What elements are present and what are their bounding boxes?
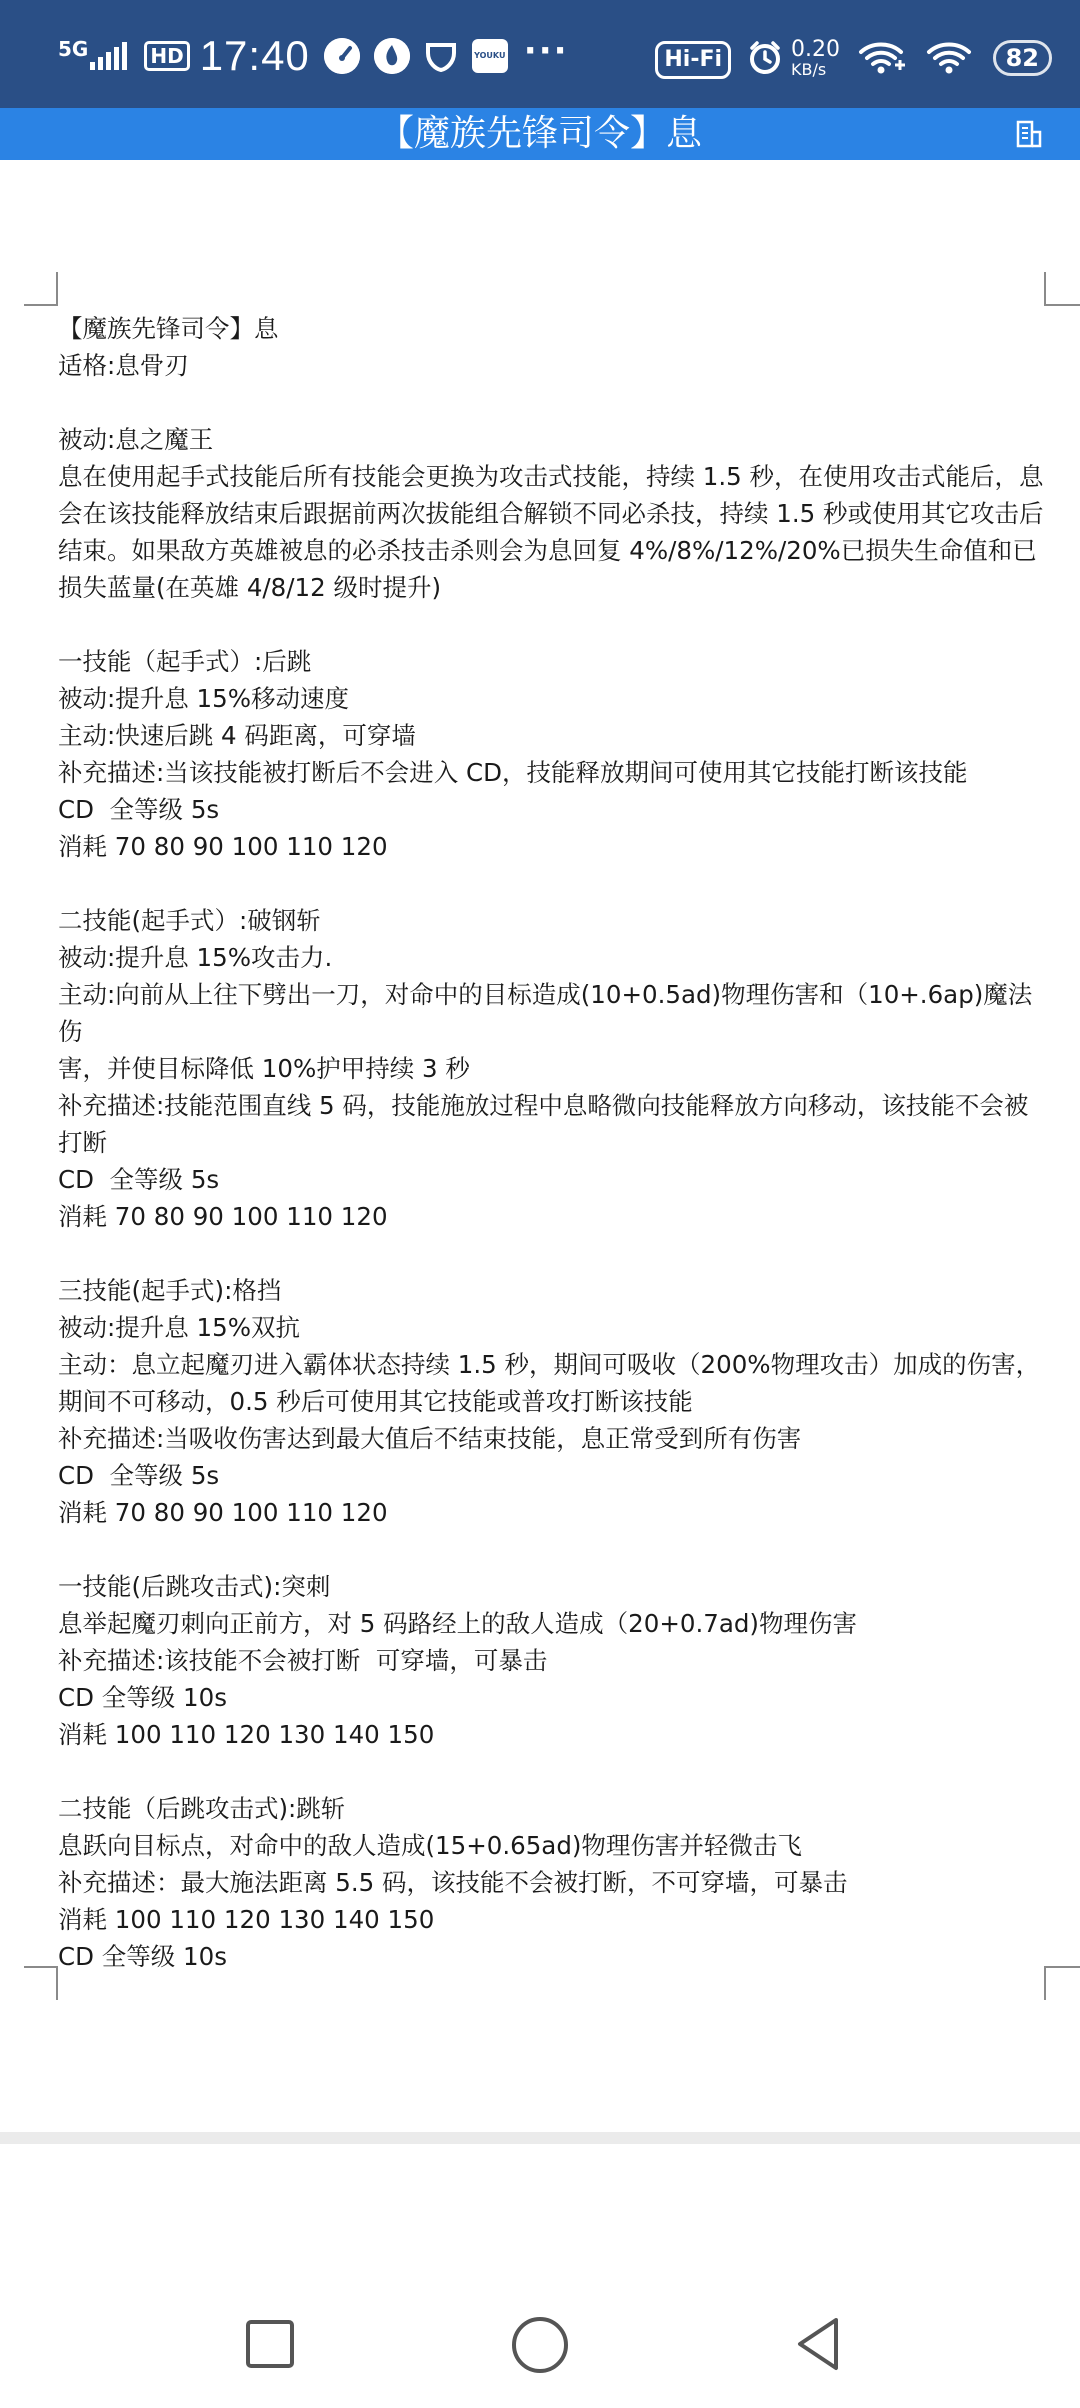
network-speed-unit: KB/s xyxy=(791,60,827,79)
clock: 17:40 xyxy=(199,32,310,79)
status-bar-left xyxy=(58,28,569,84)
shield-app-icon xyxy=(424,39,458,73)
speedometer-app-icon xyxy=(324,38,360,74)
document-page[interactable] xyxy=(0,160,1080,2132)
page-corner-mark-top-right xyxy=(1044,272,1080,306)
document-line: CD 全等级 10s xyxy=(58,1683,227,1712)
document-line: 补充描述:该技能不会被打断 可穿墙，可暴击 xyxy=(58,1646,548,1675)
document-line: CD 全等级 5s xyxy=(58,795,220,824)
document-line: 一技能（起手式）:后跳 xyxy=(58,647,312,676)
document-line: 害，并使目标降低 10%护甲持续 3 秒 xyxy=(58,1054,470,1083)
document-line: 主动:向前从上往下劈出一刀，对命中的目标造成(10+0.5ad)物理伤害和（10+.6ap)魔法伤 xyxy=(58,980,1033,1046)
document-line: 适格:息骨刃 xyxy=(58,351,189,380)
status-bar-right xyxy=(655,36,1039,84)
blank-line xyxy=(58,1235,1048,1272)
home-button[interactable] xyxy=(509,2314,571,2376)
status-bar xyxy=(0,0,1080,108)
document-line: 息跃向目标点，对命中的敌人造成(15+0.65ad)物理伤害并轻微击飞 xyxy=(58,1831,802,1860)
document-line: 一技能(后跳攻击式):突刺 xyxy=(58,1572,331,1601)
blank-line xyxy=(58,865,1048,902)
wifi-icon xyxy=(926,40,972,80)
page-corner-mark-bottom-left xyxy=(24,1966,58,2000)
back-button[interactable] xyxy=(790,2314,850,2374)
network-speed xyxy=(791,37,840,80)
document-line: 二技能(起手式）:破钢斩 xyxy=(58,906,321,935)
document-line: 消耗 70 80 90 100 110 120 xyxy=(58,1498,388,1527)
youku-app-icon: YOUKU xyxy=(472,39,508,73)
document-line: 打断 xyxy=(58,1128,107,1157)
document-line: 期间不可移动，0.5 秒后可使用其它技能或普攻打断该技能 xyxy=(58,1387,693,1416)
document-line: 被动:提升息 15%移动速度 xyxy=(58,684,349,713)
document-line: 息在使用起手式技能后所有技能会更换为攻击式技能，持续 1.5 秒，在使用攻击式能后，息 xyxy=(58,462,1044,491)
document-line: 【魔族先锋司令】息 xyxy=(58,314,279,343)
blank-line xyxy=(58,1753,1048,1790)
document-line: 补充描述:技能范围直线 5 码，技能施放过程中息略微向技能释放方向移动，该技能不会被 xyxy=(58,1091,1029,1120)
blank-line xyxy=(58,384,1048,421)
document-title: 【魔族先锋司令】息 xyxy=(377,113,702,154)
document-line: 损失蓝量(在英雄 4/8/12 级时提升) xyxy=(58,573,442,602)
network-type-label: 5G xyxy=(58,37,89,61)
hd-voice-icon: HD xyxy=(144,41,189,71)
flame-app-icon xyxy=(374,38,410,74)
document-line: 三技能(起手式):格挡 xyxy=(58,1276,282,1305)
title-bar xyxy=(0,108,1080,160)
document-line: CD 全等级 5s xyxy=(58,1461,220,1490)
battery-indicator: 82 xyxy=(993,40,1052,76)
document-line: 补充描述:当吸收伤害达到最大值后不结束技能，息正常受到所有伤害 xyxy=(58,1424,802,1453)
document-line: 补充描述：最大施法距离 5.5 码，该技能不会被打断，不可穿墙，可暴击 xyxy=(58,1868,848,1897)
document-line: 息举起魔刃刺向正前方，对 5 码路经上的敌人造成（20+0.7ad)物理伤害 xyxy=(58,1609,857,1638)
document-line: 被动:提升息 15%双抗 xyxy=(58,1313,300,1342)
reflow-layout-icon[interactable] xyxy=(1016,120,1042,148)
signal-icon xyxy=(90,42,130,70)
document-line: 被动:息之魔王 xyxy=(58,425,214,454)
document-line: 消耗 70 80 90 100 110 120 xyxy=(58,832,388,861)
document-line: 消耗 70 80 90 100 110 120 xyxy=(58,1202,388,1231)
document-line: CD 全等级 10s xyxy=(58,1942,227,1971)
document-body xyxy=(58,310,1048,1975)
more-notifications-icon: ··· xyxy=(523,31,569,71)
navigation-bar xyxy=(0,2144,1080,2408)
document-line: 补充描述:当该技能被打断后不会进入 CD，技能释放期间可使用其它技能打断该技能 xyxy=(58,758,968,787)
page-corner-mark-top-left xyxy=(24,272,58,306)
divider xyxy=(0,2132,1080,2144)
document-line: 主动:快速后跳 4 码距离，可穿墙 xyxy=(58,721,416,750)
document-line: CD 全等级 5s xyxy=(58,1165,220,1194)
alarm-icon xyxy=(747,40,783,80)
recent-apps-button[interactable] xyxy=(240,2314,300,2374)
blank-line xyxy=(58,1531,1048,1568)
document-line: 会在该技能释放结束后跟据前两次拔能组合解锁不同必杀技，持续 1.5 秒或使用其它攻击后 xyxy=(58,499,1044,528)
document-line: 主动：息立起魔刃进入霸体状态持续 1.5 秒，期间可吸收（200%物理攻击）加成的伤害， xyxy=(58,1350,1041,1379)
document-line: 被动:提升息 15%攻击力. xyxy=(58,943,333,972)
wifi-plus-icon xyxy=(858,40,908,80)
document-line: 消耗 100 110 120 130 140 150 xyxy=(58,1905,435,1934)
hifi-icon: Hi-Fi xyxy=(655,41,731,79)
network-speed-value: 0.20 xyxy=(791,37,840,62)
document-line: 消耗 100 110 120 130 140 150 xyxy=(58,1720,435,1749)
document-line: 结束。如果敌方英雄被息的必杀技击杀则会为息回复 4%/8%/12%/20%已损失生命值和已 xyxy=(58,536,1037,565)
document-line: 二技能（后跳攻击式):跳斩 xyxy=(58,1794,346,1823)
page-corner-mark-bottom-right xyxy=(1044,1966,1080,2000)
blank-line xyxy=(58,606,1048,643)
